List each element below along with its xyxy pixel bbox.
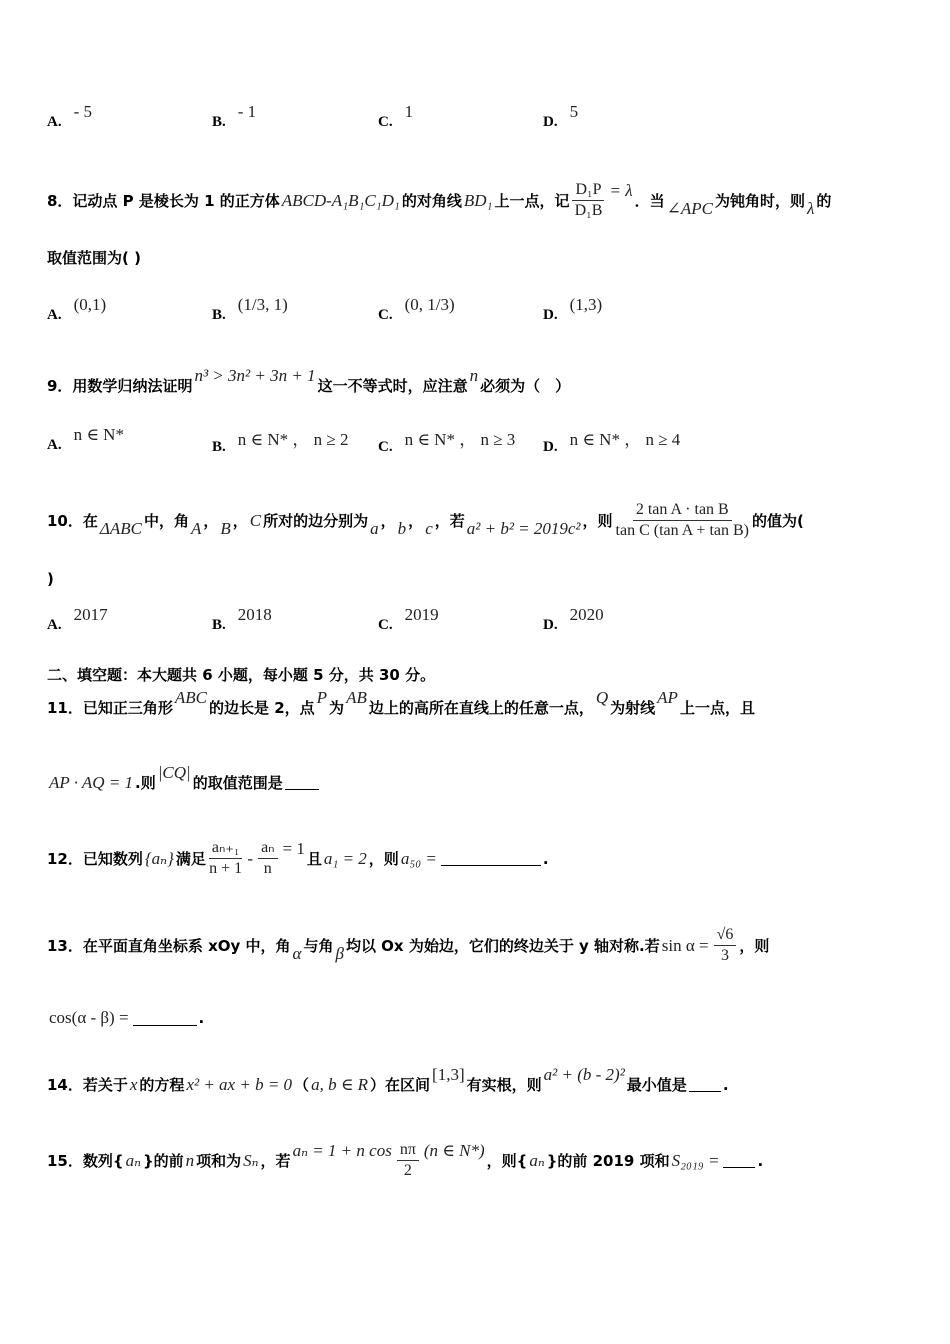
math-fraction: [572, 180, 604, 221]
fraction-denominator: 2: [403, 1162, 412, 1179]
option-value: n ∈ N*: [73, 425, 124, 444]
option-label: A.: [47, 436, 62, 453]
math-expression: ABC: [174, 687, 207, 707]
math-fraction: [397, 1140, 419, 1181]
option-label: B.: [212, 616, 226, 633]
math-expression: sin α =: [661, 935, 709, 955]
math-expression: a² + (b - 2)²: [543, 1064, 625, 1084]
question-text: 的对角线: [401, 192, 462, 210]
answer-blank: [285, 775, 319, 790]
q8-options-b: [212, 295, 290, 325]
q9-options-d: [543, 430, 682, 460]
math-expression: |CQ|: [157, 762, 191, 782]
fraction-denominator: 3: [720, 947, 729, 964]
option-value: 2018: [237, 605, 272, 624]
question-text: 的取值范围是: [192, 774, 283, 792]
math-expression: a: [370, 518, 379, 538]
question-text: 的边长是 2，点: [208, 699, 315, 717]
q9-options-a: [47, 425, 126, 455]
math-fraction: [209, 838, 243, 879]
answer-blank: [723, 1153, 755, 1168]
question-text: ，若: [260, 1152, 291, 1170]
q10-options-b: [212, 605, 274, 635]
question-text: ，: [232, 512, 248, 530]
option-value: - 5: [73, 102, 93, 121]
q15-line1: [47, 1140, 763, 1181]
question-text: ): [47, 570, 54, 588]
question-text: 12．已知数列: [47, 850, 143, 868]
math-expression: S₂₀₁₉ =: [671, 1150, 720, 1170]
question-text: ，则: [582, 512, 613, 530]
option-value: 2019: [404, 605, 439, 624]
option-value: n ∈ N* ， n ≥ 2: [237, 430, 349, 449]
q9-options-b: [212, 430, 350, 460]
question-text: 二、填空题：本大题共 6 小题，每小题 5 分，共 30 分。: [47, 666, 436, 684]
q9-options-c: [378, 430, 517, 460]
question-text: 有实根，则: [466, 1076, 542, 1094]
option-label: C.: [378, 439, 393, 455]
math-expression: n: [185, 1150, 195, 1170]
question-text: ，: [203, 512, 219, 530]
answer-blank: [689, 1077, 721, 1092]
question-text: 边上的高所在直线上的任意一点，: [368, 699, 594, 717]
question-text: ，: [408, 512, 424, 530]
option-value: (1/3, 1): [237, 295, 288, 314]
math-fraction: [714, 925, 737, 966]
fraction-denominator: n: [263, 860, 272, 877]
math-expression: a, b ∈ R: [311, 1074, 369, 1094]
math-expression: n: [469, 365, 479, 385]
q13-line2: [47, 1008, 204, 1028]
fraction-numerator: √6: [714, 925, 737, 946]
q14-line1: [47, 1064, 729, 1095]
question-text: ，则: [739, 937, 770, 955]
option-label: A.: [47, 616, 62, 633]
option-value: 1: [404, 102, 414, 121]
math-expression: P: [316, 687, 328, 707]
q10-line1: [47, 500, 804, 541]
math-expression: x: [129, 1074, 138, 1094]
math-expression: a₁ = 2: [323, 848, 367, 868]
math-expression: aₙ: [529, 1150, 545, 1170]
fraction-numerator: aₙ₊₁: [209, 838, 243, 859]
option-label: C.: [378, 306, 393, 323]
math-expression: x² + ax + b = 0: [186, 1074, 293, 1094]
math-expression: cos(α - β) =: [49, 1008, 129, 1027]
fraction-numerator: nπ: [397, 1140, 419, 1161]
q8-options-a: [47, 295, 108, 325]
math-expression: a² + b² = 2019c²: [466, 518, 581, 538]
math-expression: aₙ: [125, 1150, 141, 1170]
math-expression: [1,3]: [432, 1064, 465, 1084]
option-label: B.: [212, 439, 226, 455]
question-text: 必须为（ ）: [480, 377, 571, 395]
option-label: D.: [543, 306, 558, 323]
question-text: 与角: [303, 937, 334, 955]
question-text: 且: [306, 850, 322, 868]
math-expression: Q: [595, 687, 609, 707]
math-expression: n³ > 3n² + 3n + 1: [194, 365, 316, 385]
math-expression: {aₙ}: [144, 848, 174, 868]
fraction-numerator: aₙ: [258, 838, 277, 859]
option-label: D.: [543, 439, 558, 455]
option-value: n ∈ N* ， n ≥ 4: [569, 430, 681, 449]
math-expression: = 1: [282, 838, 305, 858]
math-expression: Sₙ: [243, 1150, 259, 1170]
option-label: D.: [543, 113, 558, 130]
option-value: (0,1): [73, 295, 107, 314]
question-text: 最小值是: [626, 1076, 687, 1094]
math-fraction: [616, 500, 749, 541]
answer-blank: [133, 1011, 197, 1026]
math-fraction: [258, 838, 277, 879]
fraction-numerator: D₁P: [572, 180, 604, 201]
question-text: .则: [135, 774, 156, 792]
q7-options-a: [47, 102, 94, 132]
math-expression: = λ: [609, 180, 633, 200]
question-text: .: [757, 1151, 764, 1170]
fraction-denominator: D₁B: [574, 202, 603, 219]
option-label: C.: [378, 616, 393, 633]
math-expression: α: [292, 943, 302, 963]
fraction-denominator: tan C (tan A + tan B): [615, 522, 749, 539]
question-text: .: [542, 849, 549, 868]
option-label: D.: [543, 616, 558, 633]
question-text: 为钝角时，则: [714, 192, 805, 210]
question-text: 10．在: [47, 512, 98, 530]
question-text: 上一点，且: [679, 699, 755, 717]
math-expression: B: [220, 518, 231, 538]
option-label: B.: [212, 306, 226, 323]
math-expression: AB: [346, 687, 367, 707]
math-expression: AP · AQ = 1: [49, 772, 134, 792]
option-value: (1,3): [569, 295, 603, 314]
question-text: ，则: [368, 850, 399, 868]
option-label: C.: [378, 113, 393, 130]
math-expression: β: [335, 943, 344, 963]
q8-line2: [47, 247, 141, 268]
question-text: 为射线: [610, 699, 656, 717]
question-text: 15．数列{: [47, 1152, 124, 1170]
math-expression: ΔABC: [99, 518, 142, 538]
q10-line2: [47, 570, 54, 588]
math-expression: BD₁: [463, 190, 493, 210]
question-text: 满足: [175, 850, 206, 868]
math-expression: C: [249, 510, 262, 530]
question-text: 中，角: [143, 512, 189, 530]
q7-options-b: [212, 102, 258, 132]
section2: [47, 664, 435, 685]
q9-line1: [47, 365, 571, 396]
answer-blank: [441, 851, 541, 866]
fraction-denominator: n + 1: [209, 860, 243, 877]
q12-line1: [47, 838, 549, 879]
question-text: 均以 Ox 为始边，它们的终边关于 y 轴对称.若: [345, 937, 660, 955]
math-expression: c: [425, 518, 433, 538]
question-text: 项和为: [196, 1152, 242, 1170]
question-text: 的值为(: [752, 512, 804, 530]
option-label: B.: [212, 113, 226, 130]
question-text: 14．若关于: [47, 1076, 128, 1094]
math-expression: ∠APC: [666, 198, 713, 218]
option-value: 2020: [569, 605, 604, 624]
q11-line2: [47, 762, 321, 793]
q10-options-d: [543, 605, 606, 635]
math-expression: (n ∈ N*): [423, 1140, 485, 1160]
question-text: 8．记动点 P 是棱长为 1 的正方体: [47, 192, 280, 210]
q8-options-c: [378, 295, 457, 325]
q7-options-c: [378, 102, 415, 132]
option-value: 2017: [73, 605, 108, 624]
option-value: 5: [569, 102, 579, 121]
question-text: ，: [380, 512, 396, 530]
fraction-numerator: 2 tan A · tan B: [633, 500, 732, 521]
question-text: .: [198, 1009, 205, 1027]
q10-options-c: [378, 605, 441, 635]
math-expression: AP: [657, 687, 678, 707]
option-value: - 1: [237, 102, 257, 121]
option-label: A.: [47, 113, 62, 130]
question-text: ，若: [434, 512, 465, 530]
question-text: （: [294, 1076, 310, 1094]
question-text: 11．已知正三角形: [47, 699, 173, 717]
question-text: 的: [816, 192, 832, 210]
option-value: (0, 1/3): [404, 295, 455, 314]
option-value: n ∈ N* ， n ≥ 3: [404, 430, 516, 449]
option-label: A.: [47, 306, 62, 323]
math-expression: -: [247, 848, 254, 868]
question-text: }的前 2019 项和: [546, 1152, 670, 1170]
math-expression: aₙ = 1 + n cos: [292, 1140, 392, 1160]
question-text: 的方程: [139, 1076, 185, 1094]
question-text: ，则{: [486, 1152, 528, 1170]
q8-options-d: [543, 295, 604, 325]
question-text: 所对的边分别为: [263, 512, 369, 530]
question-text: 取值范围为( ): [47, 249, 141, 267]
q11-line1: [47, 687, 755, 718]
q8-line1: [47, 180, 831, 221]
q10-options-a: [47, 605, 110, 635]
q13-line1: [47, 925, 769, 966]
question-text: ．当: [634, 192, 665, 210]
question-text: 9．用数学归纳法证明: [47, 377, 193, 395]
question-text: ）在区间: [370, 1076, 431, 1094]
question-text: 上一点，记: [494, 192, 570, 210]
question-text: 这一不等式时，应注意: [317, 377, 468, 395]
question-text: .: [722, 1075, 729, 1094]
question-text: 为: [329, 699, 345, 717]
question-text: 13．在平面直角坐标系 xOy 中，角: [47, 937, 291, 955]
question-text: }的前: [142, 1152, 184, 1170]
q7-options-d: [543, 102, 580, 132]
math-expression: ABCD-A₁B₁C₁D₁: [281, 190, 400, 210]
math-expression: λ: [806, 198, 815, 218]
math-expression: A: [190, 518, 202, 538]
math-expression: b: [397, 518, 407, 538]
math-expression: a₅₀ =: [400, 848, 437, 868]
